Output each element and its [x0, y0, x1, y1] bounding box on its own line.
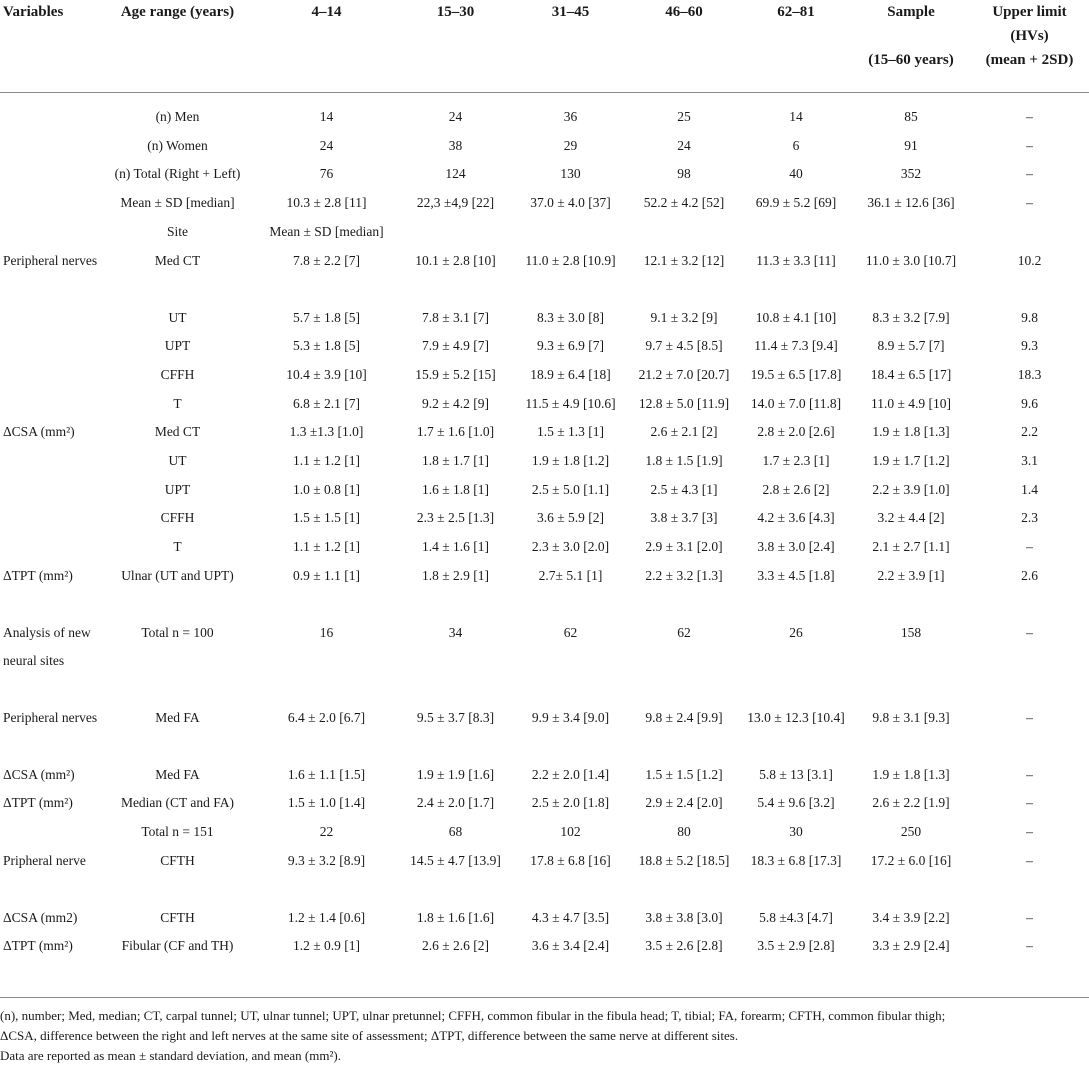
row-label: Total n = 100 [141, 624, 214, 640]
row-value: 38 [448, 137, 463, 153]
spacer-row [0, 676, 1089, 704]
row-value: 3.8 ± 3.8 [3.0] [645, 909, 723, 925]
row-value: 2.5 ± 5.0 [1.1] [531, 481, 610, 497]
row-value: – [1026, 766, 1033, 782]
row-value: 8.3 ± 3.0 [8] [536, 309, 605, 325]
row-value: 3.4 ± 3.9 [2.2] [872, 909, 950, 925]
row-variable [0, 504, 100, 533]
row-value: 62 [677, 624, 691, 640]
table-row [0, 160, 1089, 189]
row-variable [0, 361, 100, 390]
row-label: CFTH [160, 852, 195, 868]
row-value: 1.5 ± 1.5 [1] [292, 510, 361, 526]
row-value [513, 218, 628, 247]
row-label: Med FA [155, 709, 200, 725]
row-value: 3.2 ± 4.4 [2] [877, 510, 945, 526]
row-value: 19.5 ± 6.5 [17.8] [750, 366, 842, 382]
row-value: 24 [677, 137, 691, 153]
row-value: – [1026, 109, 1033, 124]
row-value: 9.8 ± 3.1 [9.3] [872, 709, 950, 725]
row-value: – [1026, 938, 1033, 954]
row-value: 2.1 ± 2.7 [1.1] [872, 539, 950, 555]
table-row [0, 789, 1089, 818]
row-label: (n) Women [147, 137, 208, 153]
row-label: Ulnar (UT and UPT) [121, 567, 234, 583]
row-value: 9.2 ± 4.2 [9] [421, 395, 490, 411]
row-value: 3.6 ± 3.4 [2.4] [531, 938, 610, 954]
row-variable: ΔTPT (mm²) [3, 938, 73, 954]
table-row [0, 332, 1089, 361]
row-value: 17.2 ± 6.0 [16] [870, 852, 952, 868]
row-value: 2.2 ± 3.9 [1] [877, 567, 945, 583]
row-value: 1.7 ± 1.6 [1.0] [416, 424, 495, 440]
row-value: 3.3 ± 4.5 [1.8] [757, 567, 835, 583]
row-value: 13.0 ± 12.3 [10.4] [747, 709, 845, 725]
header-upper-line1: Upper limit [992, 4, 1067, 20]
row-label: UT [168, 309, 187, 325]
table-row [0, 93, 1089, 132]
row-value: 9.1 ± 3.2 [9] [650, 309, 718, 325]
row-value: 68 [448, 823, 463, 839]
row-value: 98 [677, 166, 691, 182]
row-value: 1.9 ± 1.8 [1.3] [872, 766, 950, 782]
table-row [0, 132, 1089, 161]
row-value: 4.2 ± 3.6 [4.3] [757, 510, 835, 526]
row-value: 16 [319, 624, 334, 640]
row-value: 2.2 ± 3.2 [1.3] [645, 567, 723, 583]
row-value: 1.8 ± 2.9 [1] [421, 567, 490, 583]
table-row [0, 361, 1089, 390]
row-value: 1.8 ± 1.6 [1.6] [416, 909, 495, 925]
row-variable: Peripheral nerves [3, 252, 98, 268]
row-variable [0, 533, 100, 562]
row-value: 2.6 ± 2.1 [2] [650, 424, 718, 440]
row-value: 0.9 ± 1.1 [1] [292, 567, 361, 583]
row-value: 6.4 ± 2.0 [6.7] [287, 709, 366, 725]
header-variables: Variables [0, 0, 100, 93]
row-value: – [1026, 909, 1033, 925]
row-variable [0, 304, 100, 333]
row-value: 11.0 ± 4.9 [10] [870, 395, 952, 411]
table-footnotes [0, 997, 1089, 1066]
row-value: 7.8 ± 2.2 [7] [292, 252, 361, 268]
row-value [398, 218, 513, 247]
row-value: 91 [904, 137, 918, 153]
header-age-31-45: 31–45 [513, 0, 628, 93]
row-value: 5.3 ± 1.8 [5] [292, 338, 361, 354]
row-value: 1.5 ± 1.3 [1] [536, 424, 605, 440]
row-label: Med FA [155, 766, 200, 782]
table-row [0, 704, 1089, 761]
row-variable: ΔCSA (mm²) [3, 424, 75, 440]
header-row [0, 0, 1089, 93]
row-value: 9.8 [1021, 309, 1038, 325]
row-value: 8.9 ± 5.7 [7] [877, 338, 945, 354]
row-value: 1.7 ± 2.3 [1] [762, 453, 830, 469]
table-row [0, 476, 1089, 505]
row-value: 1.9 ± 1.8 [1.2] [531, 453, 610, 469]
row-value: 2.5 ± 2.0 [1.8] [531, 795, 610, 811]
row-value: 7.8 ± 3.1 [7] [421, 309, 490, 325]
row-value: 18.3 ± 6.8 [17.3] [750, 852, 842, 868]
footnote-line: ΔCSA, difference between the right and left nerves at the same site of assessment; ΔTPT, difference between the same nerve at different sites. [0, 1028, 739, 1043]
row-variable [0, 189, 100, 218]
row-label: Fibular (CF and TH) [121, 938, 234, 954]
spacer-row [0, 591, 1089, 619]
row-value: 14 [319, 109, 334, 124]
header-sample-line2: (15–60 years) [868, 52, 954, 68]
row-value: – [1026, 709, 1033, 725]
table-row [0, 533, 1089, 562]
row-value: 10.3 ± 2.8 [11] [286, 195, 367, 211]
row-variable [0, 818, 100, 847]
row-label: UT [168, 453, 187, 469]
row-value: 29 [563, 137, 578, 153]
row-value: 1.5 ± 1.0 [1.4] [287, 795, 366, 811]
row-value: 1.8 ± 1.5 [1.9] [645, 453, 723, 469]
row-variable [0, 476, 100, 505]
row-value: 2.8 ± 2.0 [2.6] [757, 424, 835, 440]
row-value: 5.8 ±4.3 [4.7] [759, 909, 833, 925]
table-row [0, 562, 1089, 591]
row-value: 10.4 ± 3.9 [10] [286, 366, 367, 382]
row-value: 2.2 ± 2.0 [1.4] [531, 766, 610, 782]
table-row [0, 247, 1089, 304]
row-value: 2.7± 5.1 [1] [538, 567, 603, 583]
row-value: 3.5 ± 2.6 [2.8] [645, 938, 723, 954]
row-value: 7.9 ± 4.9 [7] [421, 338, 490, 354]
row-value: 80 [677, 823, 691, 839]
row-value: 9.5 ± 3.7 [8.3] [416, 709, 495, 725]
row-value: 18.9 ± 6.4 [18] [530, 366, 611, 382]
row-value: 14.5 ± 4.7 [13.9] [410, 852, 501, 868]
row-value: 12.1 ± 3.2 [12] [643, 252, 725, 268]
row-variable [0, 390, 100, 419]
header-age-62-81: 62–81 [740, 0, 852, 93]
row-value: 2.6 [1021, 567, 1038, 583]
row-value: 10.1 ± 2.8 [10] [415, 252, 496, 268]
header-age-46-60: 46–60 [628, 0, 740, 93]
row-label: Site [166, 223, 188, 239]
row-value: 10.2 [1017, 252, 1042, 268]
row-value: 1.9 ± 1.9 [1.6] [416, 766, 495, 782]
row-label: CFFH [160, 510, 195, 526]
row-value: 34 [448, 624, 463, 640]
row-value: 5.7 ± 1.8 [5] [292, 309, 361, 325]
row-value: 37.0 ± 4.0 [37] [530, 195, 611, 211]
row-value: 352 [900, 166, 922, 182]
footnote-line: Data are reported as mean ± standard deviation, and mean (mm²). [0, 1048, 341, 1063]
row-value: 15.9 ± 5.2 [15] [415, 366, 496, 382]
row-value: 6.8 ± 2.1 [7] [292, 395, 361, 411]
row-value: 1.9 ± 1.8 [1.3] [872, 424, 950, 440]
row-value: 1.1 ± 1.2 [1] [292, 539, 361, 555]
row-value: 3.3 ± 2.9 [2.4] [872, 938, 950, 954]
row-value: 2.3 ± 3.0 [2.0] [531, 539, 610, 555]
row-value: 158 [900, 624, 922, 640]
header-upper-line2: (HVs) [1010, 28, 1049, 44]
row-value: 26 [789, 624, 803, 640]
row-value: 30 [789, 823, 803, 839]
table-row [0, 418, 1089, 447]
row-value: 1.8 ± 1.7 [1] [421, 453, 490, 469]
row-label: Mean ± SD [median] [120, 195, 235, 211]
row-value: 1.4 ± 1.6 [1] [421, 539, 490, 555]
row-label: T [173, 539, 182, 555]
row-value: 3.8 ± 3.0 [2.4] [757, 539, 835, 555]
row-value: 1.1 ± 1.2 [1] [292, 453, 361, 469]
row-label: Median (CT and FA) [120, 795, 235, 811]
row-variable: ΔCSA (mm²) [3, 766, 75, 782]
table-row [0, 619, 1089, 676]
row-value: 12.8 ± 5.0 [11.9] [638, 395, 730, 411]
table-row [0, 504, 1089, 533]
spacer-cell [0, 676, 1089, 704]
row-value: 11.5 ± 4.9 [10.6] [525, 395, 616, 411]
header-age-4-14: 4–14 [255, 0, 398, 93]
row-label: UPT [164, 481, 191, 497]
row-value: 1.3 ±1.3 [1.0] [289, 424, 364, 440]
table-row [0, 818, 1089, 847]
row-value: – [1026, 539, 1033, 555]
row-value: 2.3 ± 2.5 [1.3] [416, 510, 495, 526]
row-value: 5.4 ± 9.6 [3.2] [757, 795, 835, 811]
row-value: 24 [448, 109, 463, 124]
footnote-line: (n), number; Med, median; CT, carpal tunnel; UT, ulnar tunnel; UPT, ulnar pretunnel; CFFH, common fibular in the fibula head; T, tibial; FA, forearm; CFTH, common fibular thigh; [0, 1008, 946, 1023]
row-label: Total n = 151 [141, 823, 214, 839]
row-value: 14 [789, 109, 803, 124]
row-label: (n) Men [155, 109, 200, 124]
row-value: 69.9 ± 5.2 [69] [755, 195, 837, 211]
table-row [0, 932, 1089, 961]
row-value [628, 218, 740, 247]
row-value: 3.8 ± 3.7 [3] [650, 510, 718, 526]
row-value: 22 [319, 823, 334, 839]
row-value: 9.7 ± 4.5 [8.5] [645, 338, 723, 354]
row-value: – [1026, 166, 1033, 182]
row-value: 11.4 ± 7.3 [9.4] [754, 338, 838, 354]
row-value: 62 [563, 624, 578, 640]
row-value: 1.6 ± 1.8 [1] [421, 481, 490, 497]
header-age-15-30: 15–30 [398, 0, 513, 93]
row-variable [0, 218, 100, 247]
row-value: 6 [792, 137, 800, 153]
row-value: 11.3 ± 3.3 [11] [756, 252, 836, 268]
row-value: 11.0 ± 2.8 [10.9] [525, 252, 616, 268]
row-value: 9.6 [1021, 395, 1038, 411]
row-value: 130 [560, 166, 581, 182]
row-value: 2.5 ± 4.3 [1] [650, 481, 718, 497]
row-value: 21.2 ± 7.0 [20.7] [638, 366, 730, 382]
header-upper-line3: (mean + 2SD) [985, 52, 1074, 68]
row-variable: ΔTPT (mm²) [3, 567, 73, 583]
row-label: Med CT [154, 252, 201, 268]
header-upper-limit [970, 0, 1089, 93]
row-variable: ΔTPT (mm²) [3, 795, 73, 811]
row-value: 17.8 ± 6.8 [16] [530, 852, 611, 868]
row-value: – [1026, 624, 1033, 640]
row-value: 18.8 ± 5.2 [18.5] [638, 852, 730, 868]
row-value: – [1026, 137, 1033, 153]
row-value: 3.6 ± 5.9 [2] [536, 510, 605, 526]
table-row [0, 218, 1089, 247]
row-value: 85 [904, 109, 918, 124]
row-value: 250 [900, 823, 922, 839]
table-row [0, 304, 1089, 333]
row-value: – [1026, 795, 1033, 811]
row-value: 18.4 ± 6.5 [17] [870, 366, 952, 382]
row-value: 1.4 [1021, 481, 1038, 497]
row-value: 3.1 [1021, 453, 1038, 469]
row-value [740, 218, 852, 247]
row-value: Mean ± SD [median] [269, 223, 384, 239]
row-value: 76 [319, 166, 334, 182]
row-label: UPT [164, 338, 191, 354]
row-value: 2.3 [1021, 510, 1038, 526]
row-value: 8.3 ± 3.2 [7.9] [872, 309, 950, 325]
row-value: 2.9 ± 3.1 [2.0] [645, 539, 723, 555]
row-variable: Analysis of new neural sites [3, 624, 91, 668]
row-value: 2.2 [1021, 424, 1038, 440]
row-label: CFTH [160, 909, 195, 925]
row-value [852, 218, 970, 247]
row-value: – [1026, 195, 1033, 211]
row-value: 3.5 ± 2.9 [2.8] [757, 938, 835, 954]
row-variable [0, 160, 100, 189]
spacer-cell [0, 591, 1089, 619]
row-value: 14.0 ± 7.0 [11.8] [750, 395, 842, 411]
row-value: 2.6 ± 2.6 [2] [421, 938, 490, 954]
row-value: 9.3 ± 3.2 [8.9] [287, 852, 366, 868]
row-label: T [173, 395, 182, 411]
table-row [0, 761, 1089, 790]
row-value: 22,3 ±4,9 [22] [416, 195, 495, 211]
row-value: 2.2 ± 3.9 [1.0] [872, 481, 950, 497]
row-value: 9.8 ± 2.4 [9.9] [645, 709, 723, 725]
row-value: 4.3 ± 4.7 [3.5] [531, 909, 610, 925]
row-value: 36.1 ± 12.6 [36] [867, 195, 955, 211]
row-value: 9.3 ± 6.9 [7] [536, 338, 605, 354]
row-value: 18.3 [1017, 366, 1042, 382]
row-value: 5.8 ± 13 [3.1] [759, 766, 833, 782]
table-row [0, 904, 1089, 933]
row-variable [0, 447, 100, 476]
row-value: 52.2 ± 4.2 [52] [643, 195, 725, 211]
row-value: – [1026, 823, 1033, 839]
row-value: 25 [677, 109, 691, 124]
row-variable [0, 332, 100, 361]
row-label: CFFH [160, 366, 195, 382]
row-value: 2.8 ± 2.6 [2] [762, 481, 830, 497]
row-value: 36 [563, 109, 578, 124]
row-variable [0, 93, 100, 132]
row-value: 1.2 ± 0.9 [1] [292, 938, 361, 954]
row-value: 102 [560, 823, 581, 839]
header-sample [852, 0, 970, 93]
row-value: 9.9 ± 3.4 [9.0] [531, 709, 610, 725]
row-value: 24 [319, 137, 334, 153]
row-value: – [1026, 852, 1033, 868]
row-variable [0, 132, 100, 161]
table-row [0, 189, 1089, 218]
row-value: 2.4 ± 2.0 [1.7] [416, 795, 495, 811]
row-variable: Pripheral nerve [3, 852, 86, 868]
row-value: 1.5 ± 1.5 [1.2] [645, 766, 723, 782]
table-row [0, 847, 1089, 904]
row-value: 2.6 ± 2.2 [1.9] [872, 795, 950, 811]
row-label: Med CT [154, 424, 201, 440]
row-variable: Peripheral nerves [3, 709, 98, 725]
table-body [0, 93, 1089, 962]
row-value: 1.6 ± 1.1 [1.5] [287, 766, 366, 782]
row-value: 2.9 ± 2.4 [2.0] [645, 795, 723, 811]
row-value: 10.8 ± 4.1 [10] [755, 309, 837, 325]
row-variable: ΔCSA (mm2) [3, 909, 78, 925]
row-value: 1.2 ± 1.4 [0.6] [287, 909, 366, 925]
row-value: 1.9 ± 1.7 [1.2] [872, 453, 950, 469]
row-value: 1.0 ± 0.8 [1] [292, 481, 361, 497]
row-value: 11.0 ± 3.0 [10.7] [865, 252, 957, 268]
row-label: (n) Total (Right + Left) [114, 166, 241, 182]
table-row [0, 447, 1089, 476]
row-value: 40 [789, 166, 803, 182]
row-value: 9.3 [1021, 338, 1038, 354]
row-value: 124 [445, 166, 466, 182]
row-value [970, 218, 1089, 247]
header-sample-line1: Sample [887, 4, 935, 20]
header-age-range: Age range (years) [100, 0, 255, 93]
table-row [0, 390, 1089, 419]
